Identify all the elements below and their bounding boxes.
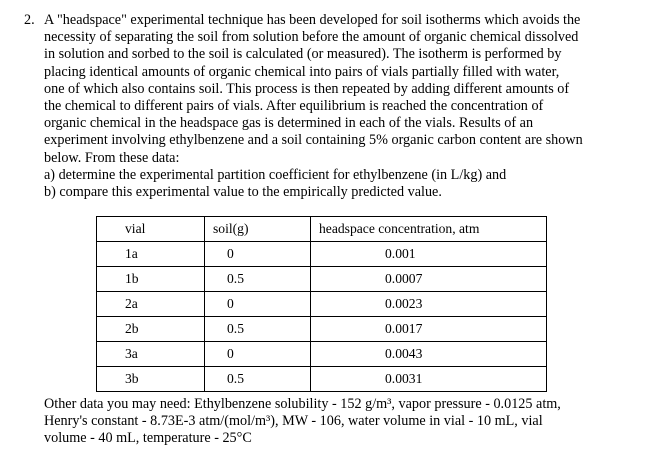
cell-soil: 0 — [205, 292, 311, 317]
cell-soil: 0.5 — [205, 367, 311, 392]
cell-concentration: 0.0007 — [311, 267, 547, 292]
table-row — [97, 267, 547, 292]
cell-vial: 3b — [97, 367, 205, 392]
problem-line: below. From these data: — [44, 149, 180, 166]
cell-concentration: 0.0023 — [311, 292, 547, 317]
header-cell-vial: vial — [97, 217, 205, 242]
problem-line: the chemical to different pairs of vials. After equilibrium is reached the concentration of — [44, 97, 544, 114]
other-data — [44, 396, 634, 448]
cell-vial: 1a — [97, 242, 205, 267]
other-data-line: Other data you may need: Ethylbenzene solubility - 152 g/m³, vapor pressure - 0.0125 atm, — [44, 396, 561, 412]
cell-soil: 0.5 — [205, 317, 311, 342]
data-table — [96, 216, 547, 392]
part-b: b) compare this experimental value to the empirically predicted value. — [44, 183, 442, 200]
cell-vial: 1b — [97, 267, 205, 292]
table-header-row — [97, 217, 547, 242]
cell-vial: 3a — [97, 342, 205, 367]
problem-line: one of which also contains soil. This process is then repeated by adding different amounts of — [44, 80, 570, 97]
problem-number: 2. — [24, 12, 35, 28]
table-row — [97, 367, 547, 392]
problem-line: A "headspace" experimental technique has been developed for soil isotherms which avoids the — [44, 12, 581, 28]
part-a: a) determine the experimental partition coefficient for ethylbenzene (in L/kg) and — [44, 166, 507, 183]
problem-line: in solution and sorbed to the soil is calculated (or measured). The isotherm is performed by — [44, 46, 562, 63]
problem-line: necessity of separating the soil from solution before the amount of organic chemical dissolved — [44, 29, 579, 46]
cell-vial: 2a — [97, 292, 205, 317]
other-data-line: Henry's constant - 8.73E-3 atm/(mol/m³), MW - 106, water volume in vial - 10 mL, vial — [44, 413, 543, 430]
header-cell-soil: soil(g) — [205, 217, 311, 242]
cell-soil: 0 — [205, 242, 311, 267]
table-row — [97, 242, 547, 267]
cell-vial: 2b — [97, 317, 205, 342]
problem-line: placing identical amounts of organic chemical into pairs of vials partially filled with water, — [44, 63, 560, 80]
table-row — [97, 342, 547, 367]
other-data-line: volume - 40 mL, temperature - 25°C — [44, 430, 252, 447]
cell-concentration: 0.0043 — [311, 342, 547, 367]
problem-text — [44, 12, 624, 201]
header-cell-headspace: headspace concentration, atm — [311, 217, 547, 242]
problem-line: organic chemical in the headspace gas is determined in each of the vials. Results of an — [44, 115, 534, 132]
cell-soil: 0.5 — [205, 267, 311, 292]
problem-line: experiment involving ethylbenzene and a soil containing 5% organic carbon content are shown — [44, 132, 583, 149]
cell-concentration: 0.0031 — [311, 367, 547, 392]
cell-concentration: 0.0017 — [311, 317, 547, 342]
table-row — [97, 317, 547, 342]
table-row — [97, 292, 547, 317]
cell-soil: 0 — [205, 342, 311, 367]
cell-concentration: 0.001 — [311, 242, 547, 267]
